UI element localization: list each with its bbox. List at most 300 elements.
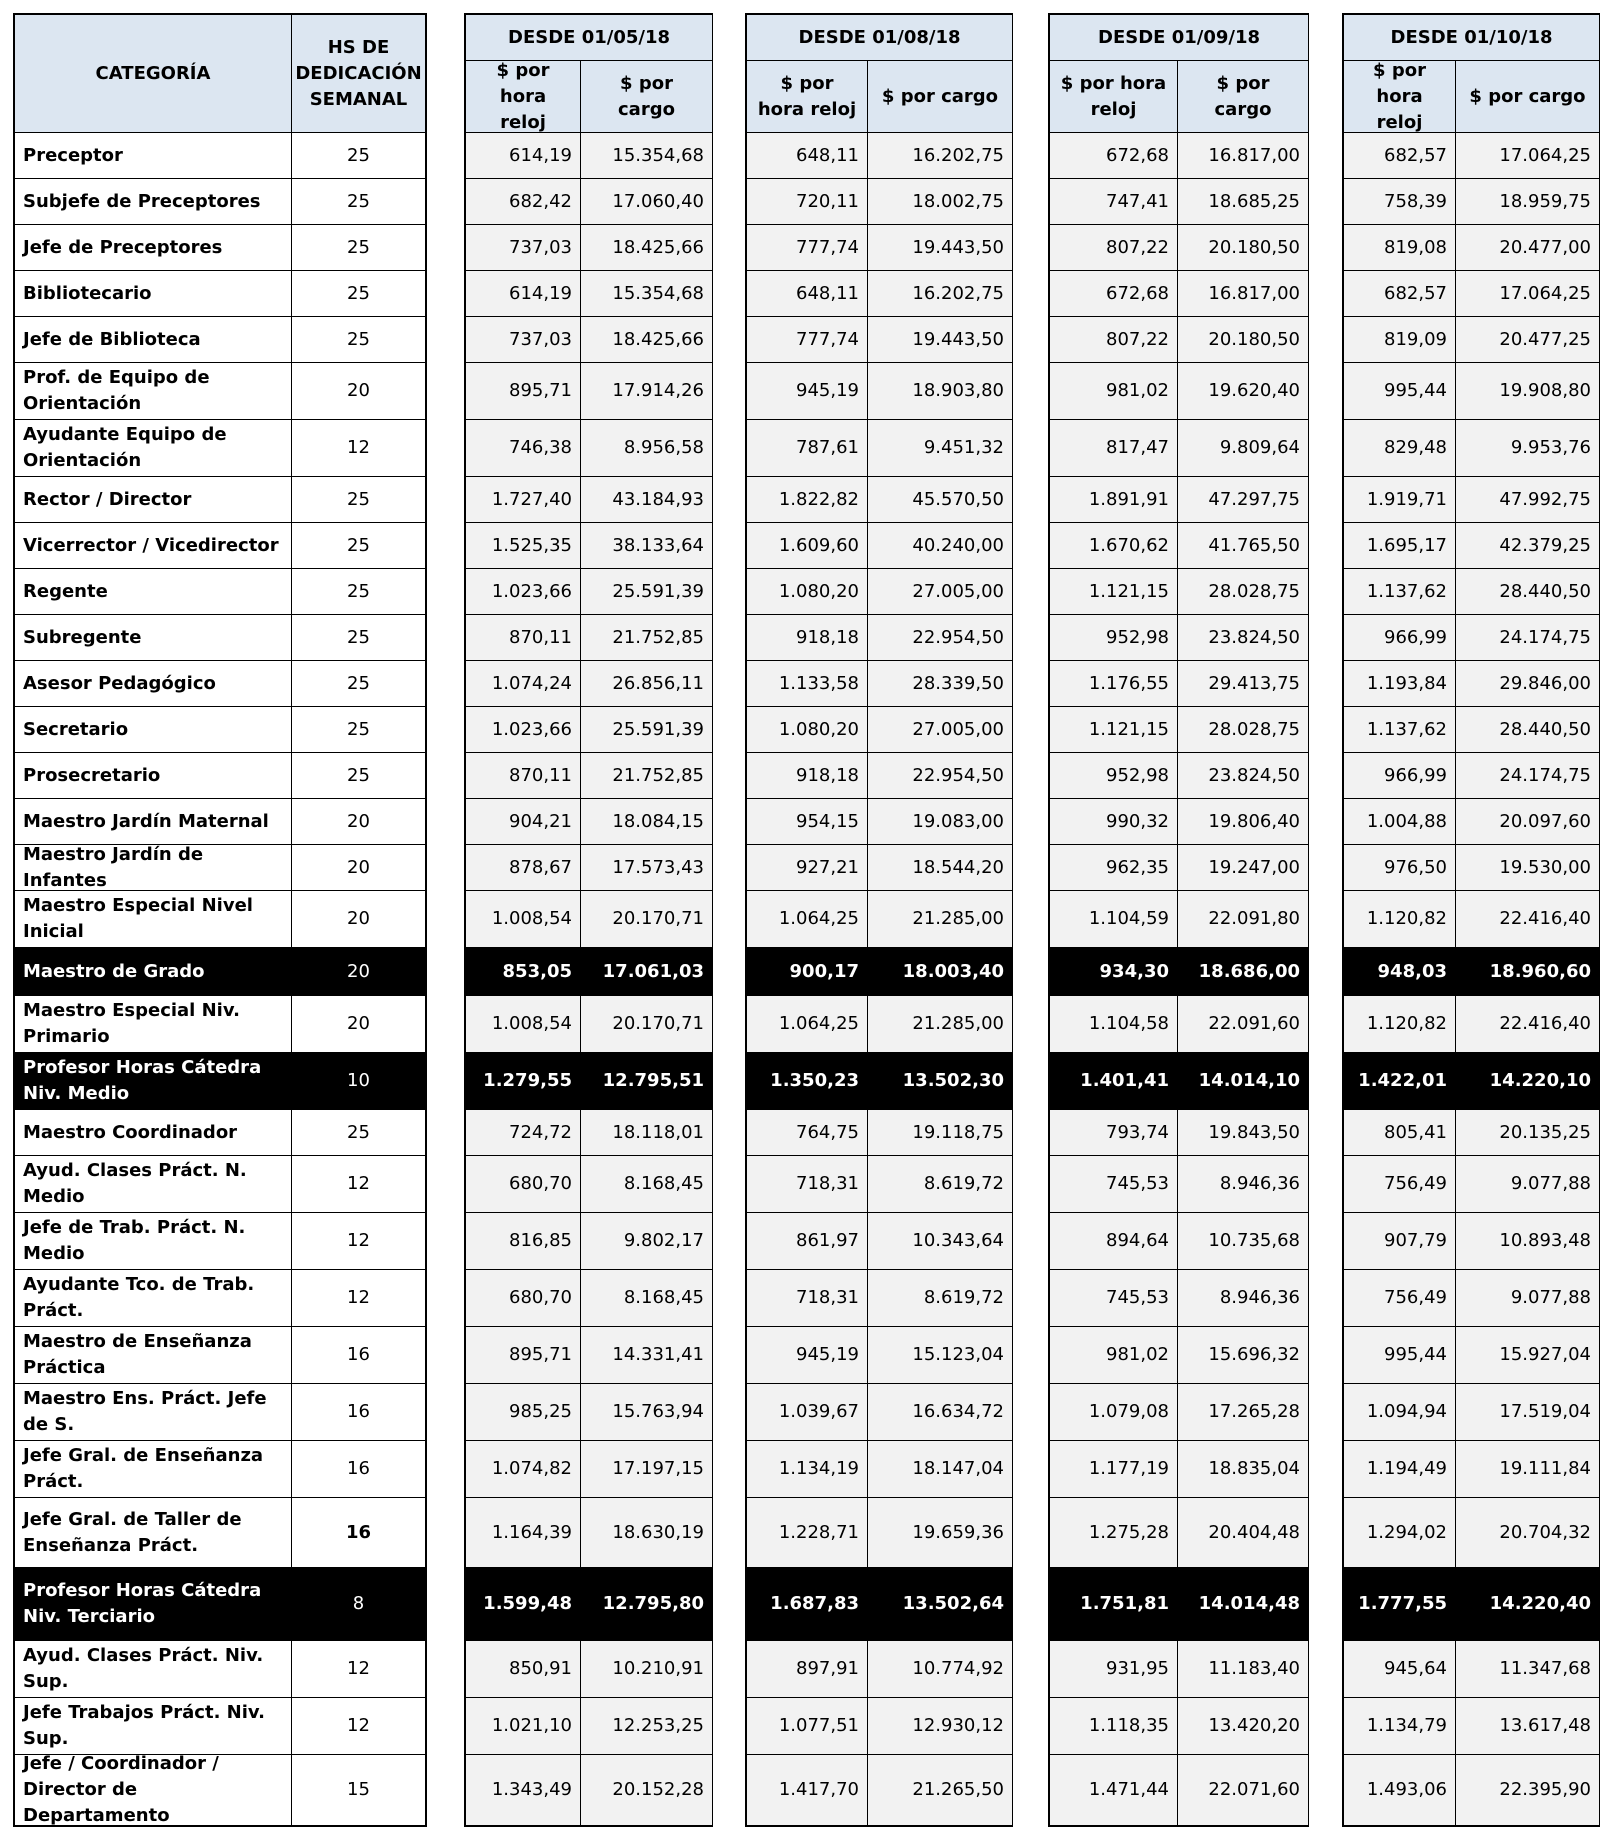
hours-cell: 25 (292, 569, 425, 615)
per-post-cell: 18.686,00 (1178, 948, 1308, 996)
hours-cell: 16 (292, 1327, 425, 1384)
per-post-cell: 9.451,32 (868, 420, 1012, 477)
hourly-rate-cell: 1.891,91 (1050, 477, 1178, 523)
hourly-rate-cell: 648,11 (747, 271, 868, 317)
hours-cell: 20 (292, 363, 425, 420)
category-cell: Rector / Director (15, 477, 292, 523)
per-post-cell: 15.354,68 (581, 271, 712, 317)
per-post-cell: 21.752,85 (581, 753, 712, 799)
hourly-rate-cell: 948,03 (1344, 948, 1456, 996)
hourly-rate-cell: 1.471,44 (1050, 1755, 1178, 1825)
per-post-cell: 27.005,00 (868, 707, 1012, 753)
per-post-cell: 19.118,75 (868, 1110, 1012, 1156)
hours-cell: 25 (292, 271, 425, 317)
hours-cell: 12 (292, 1156, 425, 1213)
hourly-rate-cell: 724,72 (466, 1110, 581, 1156)
category-cell: Maestro Especial Nivel Inicial (15, 891, 292, 948)
hourly-rate-cell: 764,75 (747, 1110, 868, 1156)
per-post-cell: 8.619,72 (868, 1270, 1012, 1327)
per-post-cell: 8.946,36 (1178, 1270, 1308, 1327)
hourly-rate-cell: 966,99 (1344, 753, 1456, 799)
per-post-cell: 12.795,51 (581, 1053, 712, 1110)
period-block-2 (745, 13, 1013, 1827)
category-cell: Jefe de Trab. Práct. N. Medio (15, 1213, 292, 1270)
hourly-rate-cell: 1.609,60 (747, 523, 868, 569)
hourly-rate-cell: 934,30 (1050, 948, 1178, 996)
per-post-header: $ por cargo (1456, 61, 1599, 133)
hours-cell: 12 (292, 1213, 425, 1270)
hourly-rate-cell: 718,31 (747, 1156, 868, 1213)
per-post-cell: 19.620,40 (1178, 363, 1308, 420)
hourly-rate-cell: 981,02 (1050, 1327, 1178, 1384)
per-post-cell: 19.247,00 (1178, 845, 1308, 891)
per-post-cell: 20.170,71 (581, 996, 712, 1053)
hourly-rate-cell: 1.118,35 (1050, 1698, 1178, 1755)
category-cell: Maestro Especial Niv. Primario (15, 996, 292, 1053)
category-cell: Subregente (15, 615, 292, 661)
per-post-cell: 20.477,25 (1456, 317, 1599, 363)
hourly-rate-cell: 682,57 (1344, 133, 1456, 179)
hourly-rate-cell: 962,35 (1050, 845, 1178, 891)
hourly-rate-cell: 1.120,82 (1344, 996, 1456, 1053)
hours-cell: 20 (292, 948, 425, 996)
per-post-cell: 19.443,50 (868, 317, 1012, 363)
per-post-cell: 18.425,66 (581, 317, 712, 363)
category-cell: Maestro Jardín de Infantes (15, 845, 292, 891)
per-post-cell: 13.502,64 (868, 1568, 1012, 1641)
per-post-cell: 26.856,11 (581, 661, 712, 707)
hourly-rate-cell: 746,38 (466, 420, 581, 477)
per-post-cell: 22.954,50 (868, 615, 1012, 661)
category-cell: Ayud. Clases Práct. Niv. Sup. (15, 1641, 292, 1698)
hourly-rate-cell: 819,09 (1344, 317, 1456, 363)
category-cell: Vicerrector / Vicedirector (15, 523, 292, 569)
per-post-cell: 29.846,00 (1456, 661, 1599, 707)
hourly-rate-cell: 1.080,20 (747, 569, 868, 615)
per-post-header: $ por cargo (868, 61, 1012, 133)
per-post-cell: 12.930,12 (868, 1698, 1012, 1755)
per-post-cell: 18.118,01 (581, 1110, 712, 1156)
per-post-cell: 20.097,60 (1456, 799, 1599, 845)
hours-cell: 8 (292, 1568, 425, 1641)
category-cell: Jefe de Biblioteca (15, 317, 292, 363)
per-post-cell: 9.077,88 (1456, 1270, 1599, 1327)
hours-cell: 25 (292, 753, 425, 799)
per-post-cell: 14.220,10 (1456, 1053, 1599, 1110)
per-post-cell: 43.184,93 (581, 477, 712, 523)
hourly-rate-cell: 1.525,35 (466, 523, 581, 569)
per-post-cell: 19.843,50 (1178, 1110, 1308, 1156)
per-post-cell: 15.354,68 (581, 133, 712, 179)
hourly-rate-cell: 1.121,15 (1050, 707, 1178, 753)
per-post-cell: 10.774,92 (868, 1641, 1012, 1698)
category-cell: Jefe Gral. de Taller de Enseñanza Práct. (15, 1498, 292, 1568)
hours-cell: 16 (292, 1384, 425, 1441)
hours-cell: 10 (292, 1053, 425, 1110)
period-header: DESDE 01/10/18 (1344, 15, 1599, 61)
per-post-cell: 15.927,04 (1456, 1327, 1599, 1384)
per-post-cell: 27.005,00 (868, 569, 1012, 615)
category-cell: Subjefe de Preceptores (15, 179, 292, 225)
hourly-rate-cell: 1.064,25 (747, 996, 868, 1053)
per-post-cell: 14.331,41 (581, 1327, 712, 1384)
per-post-cell: 20.170,71 (581, 891, 712, 948)
category-block (13, 13, 427, 1827)
per-post-cell: 16.817,00 (1178, 271, 1308, 317)
per-post-cell: 10.343,64 (868, 1213, 1012, 1270)
period-header: DESDE 01/05/18 (466, 15, 712, 61)
per-post-cell: 29.413,75 (1178, 661, 1308, 707)
period-header: DESDE 01/08/18 (747, 15, 1012, 61)
per-post-cell: 28.028,75 (1178, 707, 1308, 753)
per-post-cell: 20.704,32 (1456, 1498, 1599, 1568)
hourly-rate-cell: 853,05 (466, 948, 581, 996)
hourly-rate-cell: 680,70 (466, 1156, 581, 1213)
hourly-rate-cell: 895,71 (466, 1327, 581, 1384)
hourly-rate-cell: 1.021,10 (466, 1698, 581, 1755)
category-cell: Profesor Horas Cátedra Niv. Terciario (15, 1568, 292, 1641)
per-post-cell: 10.735,68 (1178, 1213, 1308, 1270)
per-post-cell: 17.573,43 (581, 845, 712, 891)
per-post-cell: 13.420,20 (1178, 1698, 1308, 1755)
hourly-rate-cell: 878,67 (466, 845, 581, 891)
hourly-rate-cell: 648,11 (747, 133, 868, 179)
period-block-1 (464, 13, 713, 1827)
hourly-rate-cell: 819,08 (1344, 225, 1456, 271)
hourly-rate-cell: 1.194,49 (1344, 1441, 1456, 1498)
hourly-rate-cell: 614,19 (466, 133, 581, 179)
category-cell: Ayudante Equipo de Orientación (15, 420, 292, 477)
per-post-cell: 12.253,25 (581, 1698, 712, 1755)
hourly-rate-cell: 1.039,67 (747, 1384, 868, 1441)
hourly-rate-cell: 1.104,59 (1050, 891, 1178, 948)
per-post-cell: 21.265,50 (868, 1755, 1012, 1825)
hourly-rate-header: $ por hora reloj (747, 61, 868, 133)
hourly-rate-cell: 1.023,66 (466, 569, 581, 615)
hourly-rate-cell: 737,03 (466, 225, 581, 271)
category-cell: Maestro Jardín Maternal (15, 799, 292, 845)
hourly-rate-cell: 1.687,83 (747, 1568, 868, 1641)
hours-cell: 25 (292, 477, 425, 523)
per-post-cell: 41.765,50 (1178, 523, 1308, 569)
hourly-rate-cell: 1.079,08 (1050, 1384, 1178, 1441)
hourly-rate-cell: 817,47 (1050, 420, 1178, 477)
per-post-cell: 28.440,50 (1456, 707, 1599, 753)
hourly-rate-cell: 900,17 (747, 948, 868, 996)
hourly-rate-cell: 1.074,24 (466, 661, 581, 707)
hourly-rate-cell: 756,49 (1344, 1156, 1456, 1213)
hourly-rate-cell: 1.919,71 (1344, 477, 1456, 523)
hourly-rate-cell: 829,48 (1344, 420, 1456, 477)
per-post-cell: 25.591,39 (581, 569, 712, 615)
hourly-rate-cell: 870,11 (466, 753, 581, 799)
hourly-rate-cell: 1.751,81 (1050, 1568, 1178, 1641)
category-cell: Asesor Pedagógico (15, 661, 292, 707)
per-post-cell: 19.908,80 (1456, 363, 1599, 420)
hours-cell: 25 (292, 615, 425, 661)
per-post-cell: 16.202,75 (868, 271, 1012, 317)
hourly-rate-cell: 918,18 (747, 615, 868, 661)
hourly-rate-cell: 1.417,70 (747, 1755, 868, 1825)
per-post-cell: 12.795,80 (581, 1568, 712, 1641)
hourly-rate-cell: 952,98 (1050, 615, 1178, 661)
hourly-rate-cell: 976,50 (1344, 845, 1456, 891)
category-cell: Maestro de Enseñanza Práctica (15, 1327, 292, 1384)
hours-cell: 25 (292, 133, 425, 179)
hourly-rate-cell: 807,22 (1050, 225, 1178, 271)
category-cell: Ayudante Tco. de Trab. Práct. (15, 1270, 292, 1327)
per-post-cell: 15.696,32 (1178, 1327, 1308, 1384)
hourly-rate-cell: 672,68 (1050, 133, 1178, 179)
hourly-rate-cell: 807,22 (1050, 317, 1178, 363)
hourly-rate-cell: 861,97 (747, 1213, 868, 1270)
hourly-rate-cell: 720,11 (747, 179, 868, 225)
per-post-cell: 17.914,26 (581, 363, 712, 420)
hourly-rate-cell: 931,95 (1050, 1641, 1178, 1698)
hours-header: HS DE DEDICACIÓN SEMANAL (292, 15, 425, 133)
per-post-cell: 20.152,28 (581, 1755, 712, 1825)
per-post-cell: 23.824,50 (1178, 753, 1308, 799)
per-post-cell: 24.174,75 (1456, 753, 1599, 799)
hours-cell: 12 (292, 1641, 425, 1698)
per-post-cell: 10.210,91 (581, 1641, 712, 1698)
per-post-cell: 9.077,88 (1456, 1156, 1599, 1213)
category-cell: Maestro Ens. Práct. Jefe de S. (15, 1384, 292, 1441)
hourly-rate-cell: 995,44 (1344, 363, 1456, 420)
hourly-rate-cell: 945,19 (747, 1327, 868, 1384)
hourly-rate-cell: 954,15 (747, 799, 868, 845)
hourly-rate-cell: 1.134,79 (1344, 1698, 1456, 1755)
category-cell: Preceptor (15, 133, 292, 179)
category-cell: Regente (15, 569, 292, 615)
category-cell: Prof. de Equipo de Orientación (15, 363, 292, 420)
hourly-rate-cell: 737,03 (466, 317, 581, 363)
per-post-cell: 9.953,76 (1456, 420, 1599, 477)
per-post-cell: 18.147,04 (868, 1441, 1012, 1498)
per-post-cell: 18.959,75 (1456, 179, 1599, 225)
hourly-rate-cell: 1.121,15 (1050, 569, 1178, 615)
hourly-rate-cell: 945,64 (1344, 1641, 1456, 1698)
per-post-cell: 10.893,48 (1456, 1213, 1599, 1270)
hourly-rate-cell: 904,21 (466, 799, 581, 845)
per-post-cell: 24.174,75 (1456, 615, 1599, 661)
hourly-rate-cell: 1.350,23 (747, 1053, 868, 1110)
per-post-cell: 19.083,00 (868, 799, 1012, 845)
per-post-cell: 16.817,00 (1178, 133, 1308, 179)
hours-cell: 25 (292, 317, 425, 363)
hourly-rate-cell: 1.695,17 (1344, 523, 1456, 569)
per-post-cell: 8.168,45 (581, 1156, 712, 1213)
per-post-cell: 13.502,30 (868, 1053, 1012, 1110)
per-post-cell: 19.659,36 (868, 1498, 1012, 1568)
hourly-rate-cell: 952,98 (1050, 753, 1178, 799)
per-post-cell: 14.220,40 (1456, 1568, 1599, 1641)
hourly-rate-cell: 1.008,54 (466, 891, 581, 948)
hourly-rate-cell: 927,21 (747, 845, 868, 891)
hourly-rate-cell: 747,41 (1050, 179, 1178, 225)
per-post-cell: 17.064,25 (1456, 271, 1599, 317)
per-post-cell: 20.404,48 (1178, 1498, 1308, 1568)
per-post-cell: 16.634,72 (868, 1384, 1012, 1441)
per-post-cell: 18.835,04 (1178, 1441, 1308, 1498)
hours-cell: 12 (292, 1698, 425, 1755)
hourly-rate-cell: 945,19 (747, 363, 868, 420)
category-cell: Jefe Trabajos Práct. Niv. Sup. (15, 1698, 292, 1755)
per-post-cell: 17.064,25 (1456, 133, 1599, 179)
hourly-rate-cell: 1.493,06 (1344, 1755, 1456, 1825)
per-post-cell: 18.544,20 (868, 845, 1012, 891)
per-post-cell: 25.591,39 (581, 707, 712, 753)
per-post-cell: 16.202,75 (868, 133, 1012, 179)
category-cell: Secretario (15, 707, 292, 753)
hourly-rate-cell: 1.080,20 (747, 707, 868, 753)
category-cell: Bibliotecario (15, 271, 292, 317)
hourly-rate-cell: 805,41 (1344, 1110, 1456, 1156)
hours-cell: 25 (292, 707, 425, 753)
hourly-rate-cell: 1.077,51 (747, 1698, 868, 1755)
hourly-rate-cell: 1.401,41 (1050, 1053, 1178, 1110)
per-post-cell: 21.285,00 (868, 891, 1012, 948)
hourly-rate-header: $ por hora reloj (1050, 61, 1178, 133)
per-post-cell: 17.197,15 (581, 1441, 712, 1498)
category-cell: Ayud. Clases Práct. N. Medio (15, 1156, 292, 1213)
hours-cell: 20 (292, 799, 425, 845)
hourly-rate-cell: 1.004,88 (1344, 799, 1456, 845)
category-cell: Jefe de Preceptores (15, 225, 292, 271)
hourly-rate-cell: 1.228,71 (747, 1498, 868, 1568)
hourly-rate-header: $ por hora reloj (466, 61, 581, 133)
per-post-cell: 42.379,25 (1456, 523, 1599, 569)
hourly-rate-cell: 985,25 (466, 1384, 581, 1441)
hourly-rate-cell: 1.279,55 (466, 1053, 581, 1110)
hours-cell: 20 (292, 996, 425, 1053)
per-post-cell: 40.240,00 (868, 523, 1012, 569)
per-post-cell: 11.183,40 (1178, 1641, 1308, 1698)
per-post-cell: 20.135,25 (1456, 1110, 1599, 1156)
per-post-cell: 21.752,85 (581, 615, 712, 661)
hourly-rate-cell: 1.343,49 (466, 1755, 581, 1825)
hourly-rate-cell: 850,91 (466, 1641, 581, 1698)
hourly-rate-cell: 1.670,62 (1050, 523, 1178, 569)
per-post-cell: 45.570,50 (868, 477, 1012, 523)
hours-cell: 15 (292, 1755, 425, 1825)
per-post-cell: 18.084,15 (581, 799, 712, 845)
per-post-cell: 22.091,60 (1178, 996, 1308, 1053)
hourly-rate-cell: 793,74 (1050, 1110, 1178, 1156)
hourly-rate-cell: 1.164,39 (466, 1498, 581, 1568)
period-block-3 (1048, 13, 1309, 1827)
per-post-cell: 28.028,75 (1178, 569, 1308, 615)
per-post-cell: 22.071,60 (1178, 1755, 1308, 1825)
hourly-rate-cell: 966,99 (1344, 615, 1456, 661)
hourly-rate-cell: 1.133,58 (747, 661, 868, 707)
per-post-cell: 17.061,03 (581, 948, 712, 996)
hourly-rate-cell: 1.134,19 (747, 1441, 868, 1498)
per-post-cell: 17.519,04 (1456, 1384, 1599, 1441)
hourly-rate-cell: 897,91 (747, 1641, 868, 1698)
hourly-rate-cell: 1.193,84 (1344, 661, 1456, 707)
per-post-cell: 15.763,94 (581, 1384, 712, 1441)
hourly-rate-cell: 682,57 (1344, 271, 1456, 317)
hours-cell: 12 (292, 420, 425, 477)
hourly-rate-cell: 672,68 (1050, 271, 1178, 317)
hourly-rate-cell: 1.176,55 (1050, 661, 1178, 707)
hourly-rate-cell: 1.275,28 (1050, 1498, 1178, 1568)
per-post-cell: 22.091,80 (1178, 891, 1308, 948)
category-cell: Prosecretario (15, 753, 292, 799)
period-block-4 (1342, 13, 1600, 1827)
hourly-rate-cell: 1.137,62 (1344, 569, 1456, 615)
hourly-rate-cell: 918,18 (747, 753, 868, 799)
per-post-cell: 19.443,50 (868, 225, 1012, 271)
per-post-cell: 8.946,36 (1178, 1156, 1308, 1213)
per-post-cell: 28.339,50 (868, 661, 1012, 707)
hourly-rate-cell: 682,42 (466, 179, 581, 225)
per-post-cell: 23.824,50 (1178, 615, 1308, 661)
hours-cell: 25 (292, 225, 425, 271)
hourly-rate-cell: 894,64 (1050, 1213, 1178, 1270)
hourly-rate-cell: 777,74 (747, 317, 868, 363)
per-post-cell: 47.297,75 (1178, 477, 1308, 523)
per-post-cell: 38.133,64 (581, 523, 712, 569)
per-post-cell: 18.002,75 (868, 179, 1012, 225)
hourly-rate-cell: 1.822,82 (747, 477, 868, 523)
hours-cell: 12 (292, 1270, 425, 1327)
per-post-cell: 14.014,10 (1178, 1053, 1308, 1110)
per-post-cell: 28.440,50 (1456, 569, 1599, 615)
hours-cell: 25 (292, 179, 425, 225)
hours-cell: 20 (292, 845, 425, 891)
per-post-cell: 18.425,66 (581, 225, 712, 271)
category-cell: Jefe Gral. de Enseñanza Práct. (15, 1441, 292, 1498)
hours-cell: 20 (292, 891, 425, 948)
hourly-rate-header: $ por hora reloj (1344, 61, 1456, 133)
hours-cell: 25 (292, 523, 425, 569)
hourly-rate-cell: 990,32 (1050, 799, 1178, 845)
hourly-rate-cell: 745,53 (1050, 1156, 1178, 1213)
hours-cell: 25 (292, 1110, 425, 1156)
hourly-rate-cell: 1.064,25 (747, 891, 868, 948)
category-cell: Jefe / Coordinador / Director de Departamento (15, 1755, 292, 1825)
hourly-rate-cell: 1.094,94 (1344, 1384, 1456, 1441)
hourly-rate-cell: 1.777,55 (1344, 1568, 1456, 1641)
per-post-cell: 22.416,40 (1456, 891, 1599, 948)
hourly-rate-cell: 1.120,82 (1344, 891, 1456, 948)
category-header: CATEGORÍA (15, 15, 292, 133)
per-post-cell: 19.530,00 (1456, 845, 1599, 891)
hours-cell: 16 (292, 1498, 425, 1568)
hourly-rate-cell: 1.422,01 (1344, 1053, 1456, 1110)
per-post-cell: 19.111,84 (1456, 1441, 1599, 1498)
per-post-cell: 21.285,00 (868, 996, 1012, 1053)
hourly-rate-cell: 758,39 (1344, 179, 1456, 225)
per-post-cell: 9.809,64 (1178, 420, 1308, 477)
per-post-cell: 22.395,90 (1456, 1755, 1599, 1825)
per-post-cell: 18.960,60 (1456, 948, 1599, 996)
per-post-cell: 47.992,75 (1456, 477, 1599, 523)
hourly-rate-cell: 614,19 (466, 271, 581, 317)
hourly-rate-cell: 907,79 (1344, 1213, 1456, 1270)
hourly-rate-cell: 718,31 (747, 1270, 868, 1327)
per-post-cell: 20.180,50 (1178, 317, 1308, 363)
category-cell: Maestro de Grado (15, 948, 292, 996)
hourly-rate-cell: 1.137,62 (1344, 707, 1456, 753)
hourly-rate-cell: 680,70 (466, 1270, 581, 1327)
per-post-cell: 18.903,80 (868, 363, 1012, 420)
per-post-cell: 15.123,04 (868, 1327, 1012, 1384)
per-post-cell: 8.168,45 (581, 1270, 712, 1327)
category-cell: Profesor Horas Cátedra Niv. Medio (15, 1053, 292, 1110)
